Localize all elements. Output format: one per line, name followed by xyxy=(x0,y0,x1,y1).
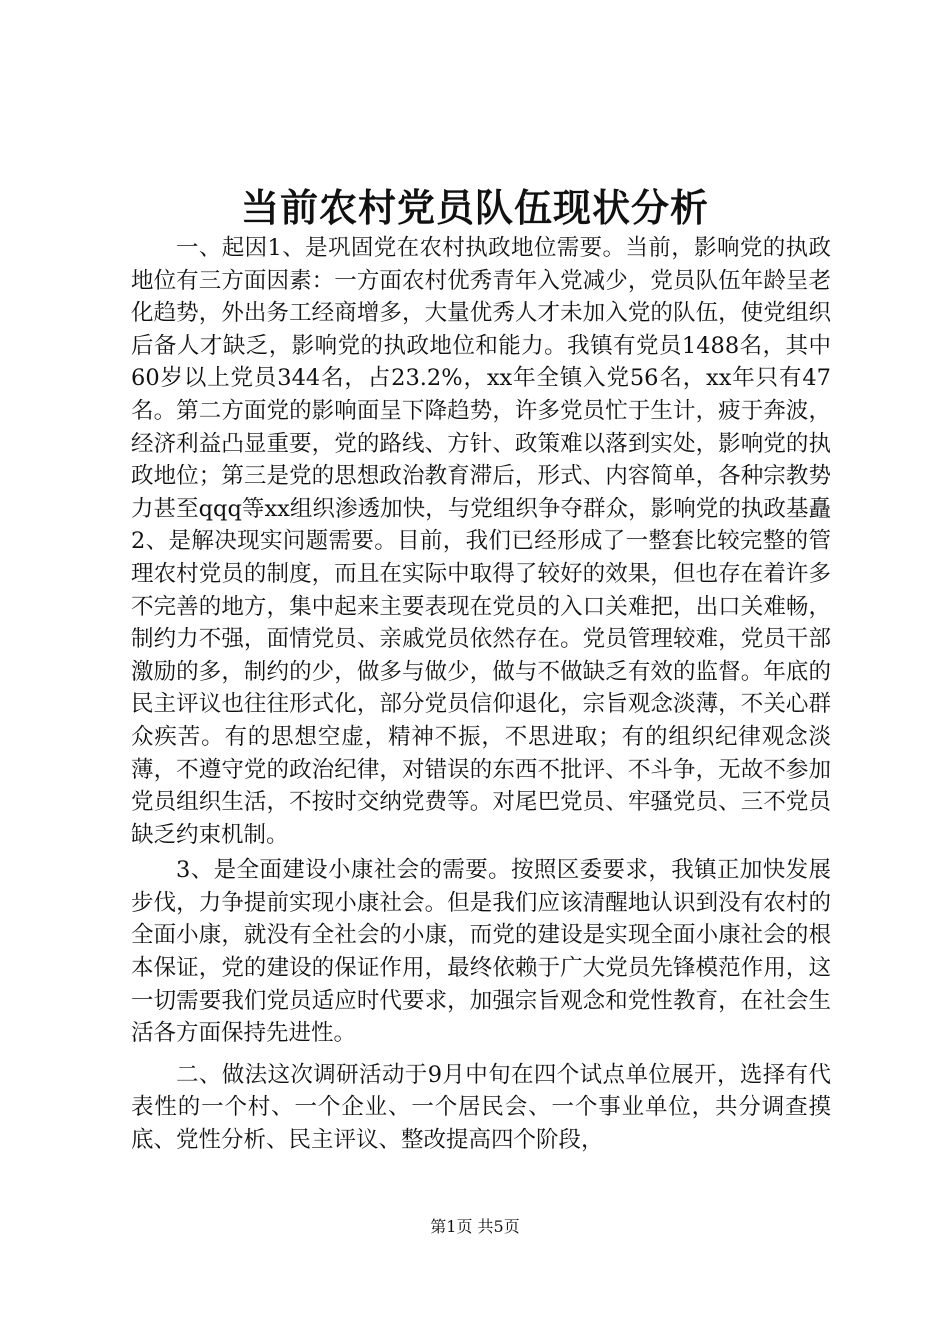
document-body xyxy=(131,232,831,1157)
paragraph-causes: 一、起因1、是巩固党在农村执政地位需要。当前，影响党的执政地位有三方面因素：一方面农村优秀青年入党减少，党员队伍年龄呈老化趋势，外出务工经商增多，大量优秀人才未加入党的队伍，使党组织后备人才缺乏，影响党的执政地位和能力。我镇有党员1488名，其中60岁以上党员344名，占23.2%，xx年全镇入党56名，xx年只有47名。第二方面党的影响面呈下降趋势，许多党员忙于生计，疲于奔波，经济利益凸显重要，党的路线、方针、政策难以落到实处，影响党的执政地位；第三是党的思想政治教育滞后，形式、内容简单，各种宗教势力甚至qqq等xx组织渗透加快，与党组织争夺群众，影响党的执政基矗2、是解决现实问题需要。目前，我们已经形成了一整套比较完整的管理农村党员的制度，而且在实际中取得了较好的效果，但也存在着许多不完善的地方，集中起来主要表现在党员的入口关难把，出口关难畅，制约力不强，面情党员、亲戚党员依然存在。党员管理较难，党员干部激励的多，制约的少，做多与做少，做与不做缺乏有效的监督。年底的民主评议也往往形式化，部分党员信仰退化，宗旨观念淡薄，不关心群众疾苦。有的思想空虚，精神不振，不思进取；有的组织纪律观念淡薄，不遵守党的政治纪律，对错误的东西不批评、不斗争，无故不参加党员组织生活，不按时交纳党费等。对尾巴党员、牢骚党员、三不党员缺乏约束机制。 xyxy=(131,235,831,848)
paragraph-methods: 二、做法这次调研活动于9月中旬在四个试点单位展开，选择有代表性的一个村、一个企业、一个居民会、一个事业单位，共分调查摸底、党性分析、民主评议、整改提高四个阶段， xyxy=(131,1061,831,1154)
page-number-footer: 第1页 共5页 xyxy=(430,1217,520,1236)
document-title: 当前农村党员队伍现状分析 xyxy=(240,185,709,230)
paragraph-xiaokang: 3、是全面建设小康社会的需要。按照区委要求，我镇正加快发展步伐，力争提前实现小康社会。但是我们应该清醒地认识到没有农村的全面小康，就没有全社会的小康，而党的建设是实现全面小康社会的根本保证，党的建设的保证作用，最终依赖于广大党员先锋模范作用，这一切需要我们党员适应时代要求，加强宗旨观念和党性教育，在社会生活各方面保持先进性。 xyxy=(131,857,831,1047)
